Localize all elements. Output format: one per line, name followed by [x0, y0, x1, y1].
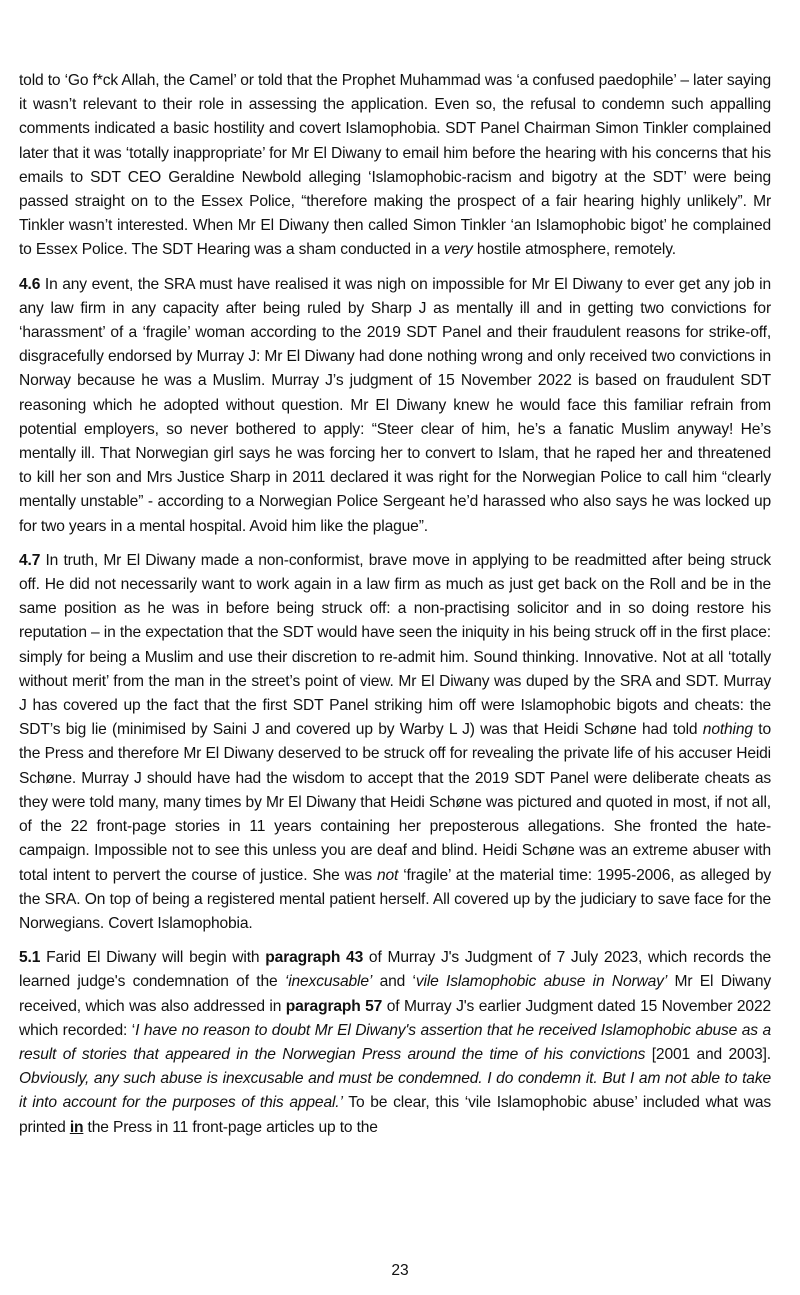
paragraph-5-1: 5.1 Farid El Diwany will begin with paragraph 43 of Murray J's Judgment of 7 July 2023, which records the learned judge's condemnation of the ‘inexcusable’ and ‘vile Islamophobic abuse in Norway’ Mr El Diwany received, which was also addressed in paragraph 57 of Murray J's earlier Judgment dated 15 November 2022 which recorded: ‘I have no reason to doubt Mr El Diwany's assertion that he received Islamophobic abuse as a result of stories that appeared in the Norwegian Press around the time of his convictions [2001 and 2003]. Obviously, any such abuse is inexcusable and must be condemned. I do condemn it. But I am not able to take it into account for the purposes of this appeal.’ To be clear, this ‘vile Islamophobic abuse’ included what was printed in the Press in 11 front-page articles up to the: [19, 949, 771, 1136]
paragraph-continuation: told to ‘Go f*ck Allah, the Camel’ or told that the Prophet Muhammad was ‘a confused paedophile’ – later saying it wasn’t relevant to their role in assessing the application. Even so, the refusal to condemn such appalling comments indicated a basic hostility and covert Islamophobia. SDT Panel Chairman Simon Tinkler complained later that it was ‘totally inappropriate’ for Mr El Diwany to email him before the hearing with his concerns that his emails to SDT CEO Geraldine Newbold alleging ‘Islamophobic-racism and bigotry at the SDT’ were being passed straight on to the Essex Police, “therefore making the prospect of a fair hearing highly unlikely”. Mr Tinkler wasn’t interested. When Mr El Diwany then called Simon Tinkler ‘an Islamophobic bigot’ he complained to Essex Police. The SDT Hearing was a sham conducted in a very hostile atmosphere, remotely.: [19, 72, 771, 259]
paragraph-4-7: 4.7 In truth, Mr El Diwany made a non-conformist, brave move in applying to be readmitted after being struck off. He did not necessarily want to work again in a law firm as much as just get back on the Roll and be in the same position as he was in before being struck off: a non-practising solicitor and in so doing restore his reputation – in the expectation that the SDT would have seen the iniquity in his being struck off in the first place: simply for being a Muslim and use their discretion to re-admit him. Sound thinking. Innovative. Not at all ‘totally without merit’ from the man in the street’s point of view. Mr El Diwany was duped by the SRA and SDT. Murray J has covered up the fact that the first SDT Panel striking him off were Islamophobic bigots and cheats: the SDT’s big lie (minimised by Saini J and covered up by Warby L J) was that Heidi Schøne had told nothing to the Press and therefore Mr El Diwany deserved to be struck off for revealing the private life of his accuser Heidi Schøne. Murray J should have had the wisdom to accept that the 2019 SDT Panel were deliberate cheats as they were told many, many times by Mr El Diwany that Heidi Schøne was pictured and quoted in most, if not all, of the 22 front-page stories in 11 years containing her preposterous allegations. She fronted the hate-campaign. Impossible not to see this unless you are deaf and blind. Heidi Schøne was an extreme abuser with total intent to pervert the course of justice. She was not ‘fragile’ at the material time: 1995-2006, as alleged by the SRA. On top of being a registered mental patient herself. All covered up by the judiciary to save face for the Norwegians. Covert Islamophobia.: [19, 551, 771, 932]
paragraph-number: 5.1: [19, 949, 41, 967]
page-number: 23: [391, 1262, 409, 1279]
paragraph-number: 4.6: [19, 275, 41, 293]
document-body: [19, 69, 771, 1150]
paragraph-number: 4.7: [19, 551, 41, 569]
paragraph-4-6: 4.6 In any event, the SRA must have realised it was nigh on impossible for Mr El Diwany to ever get any job in any law firm in any capacity after being ruled by Sharp J as mentally ill and in getting two convictions for ‘harassment’ of a ‘fragile’ woman according to the 2019 SDT Panel and their fraudulent reasons for strike-off, disgracefully endorsed by Murray J: Mr El Diwany had done nothing wrong and only received two convictions in Norway because he was a Muslim. Murray J’s judgment of 15 November 2022 is based on fraudulent SDT reasoning which he adopted without question. Mr El Diwany knew he would face this familiar refrain from potential employers, so never bothered to apply: “Steer clear of him, he’s a fanatic Muslim anyway! He’s mentally ill. That Norwegian girl says he was forcing her to convert to Islam, that he raped her and threatened to kill her son and Mrs Justice Sharp in 2011 declared it was right for the Norwegian Police to call him “clearly mentally unstable” - according to a Norwegian Police Sergeant he’d harassed who also says he was locked up for two years in a mental hospital. Avoid him like the plague”.: [19, 275, 771, 535]
